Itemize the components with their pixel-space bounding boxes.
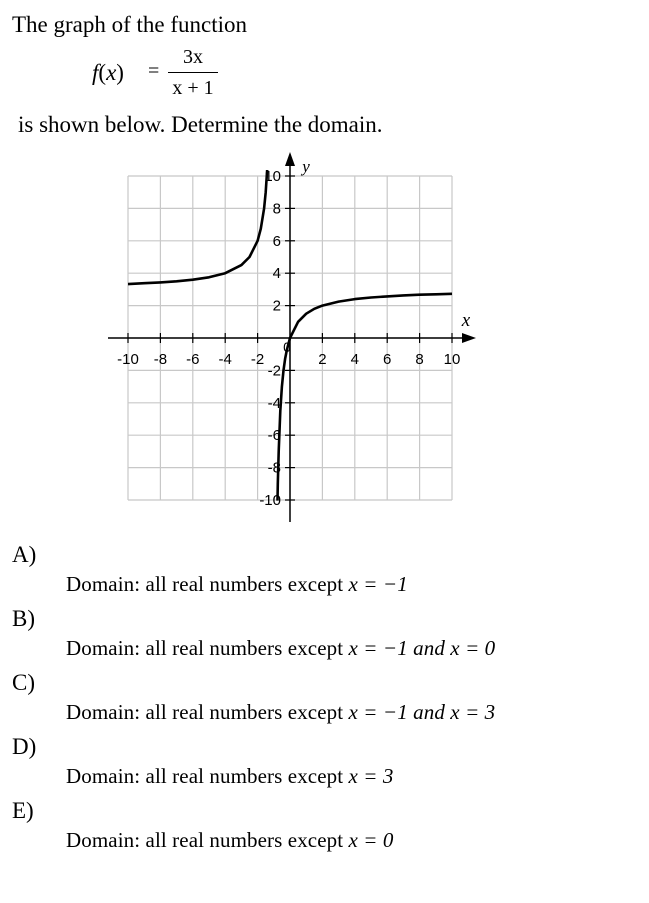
- option-text-prefix: Domain: all real numbers except: [66, 700, 349, 724]
- option-expression: x = −1: [348, 572, 408, 596]
- option-text-prefix: Domain: all real numbers except: [66, 764, 349, 788]
- function-graph: [100, 148, 490, 533]
- option-text[interactable]: [66, 828, 394, 853]
- function-formula: [92, 44, 232, 106]
- x-tick-label: -6: [186, 351, 200, 368]
- formula-fraction: [168, 44, 218, 101]
- option-text[interactable]: [66, 572, 408, 597]
- question-intro: The graph of the function: [12, 12, 248, 37]
- y-tick-label: 2: [272, 297, 281, 315]
- function-curve-branch-2: [278, 294, 453, 501]
- option-letter[interactable]: E): [12, 798, 34, 823]
- formula-numerator: 3x: [183, 46, 203, 68]
- x-tick-label: 10: [443, 351, 461, 368]
- y-axis-label: y: [302, 157, 310, 176]
- y-tick-label: 4: [272, 265, 281, 283]
- x-tick-label: 6: [383, 351, 392, 368]
- fraction-bar: [168, 72, 218, 73]
- x-tick-label: -4: [218, 351, 232, 368]
- option-text[interactable]: [66, 700, 495, 725]
- y-tick-label: -6: [267, 427, 281, 445]
- formula-equals: =: [148, 60, 160, 82]
- option-expression: x = 0: [348, 828, 394, 852]
- x-axis-arrow: [462, 333, 476, 343]
- option-text-prefix: Domain: all real numbers except: [66, 636, 349, 660]
- y-tick-label: 10: [264, 168, 281, 185]
- x-tick-label: -10: [117, 351, 139, 368]
- option-letter[interactable]: B): [12, 606, 35, 631]
- option-expression: x = −1 and x = 0: [348, 636, 496, 660]
- origin-label: 0: [283, 339, 291, 355]
- y-tick-label: -4: [267, 394, 281, 412]
- y-tick-label: 6: [272, 232, 281, 250]
- x-tick-label: 8: [415, 351, 424, 368]
- x-tick-label: 2: [318, 351, 327, 368]
- option-text-prefix: Domain: all real numbers except: [66, 828, 349, 852]
- question-prompt: is shown below. Determine the domain.: [18, 112, 383, 137]
- option-letter[interactable]: C): [12, 670, 35, 695]
- formula-lhs: f(x): [92, 60, 124, 85]
- function-curve-branch-1: [128, 148, 269, 284]
- formula-denominator: x + 1: [172, 77, 214, 99]
- option-expression: x = 3: [348, 764, 394, 788]
- x-axis-label: x: [461, 310, 471, 331]
- option-letter[interactable]: D): [12, 734, 37, 759]
- x-tick-label: -8: [153, 351, 168, 368]
- option-expression: x = −1 and x = 3: [348, 700, 496, 724]
- y-axis-arrow: [285, 152, 295, 166]
- option-text[interactable]: [66, 636, 495, 661]
- y-tick-label: -8: [267, 459, 281, 477]
- x-tick-label: -2: [250, 351, 265, 368]
- option-letter[interactable]: A): [12, 542, 37, 567]
- y-tick-label: -10: [259, 492, 281, 509]
- option-text-prefix: Domain: all real numbers except: [66, 572, 349, 596]
- option-text[interactable]: [66, 764, 394, 789]
- y-tick-label: -2: [267, 362, 281, 380]
- y-tick-label: 8: [272, 200, 281, 218]
- x-tick-label: 4: [350, 351, 359, 368]
